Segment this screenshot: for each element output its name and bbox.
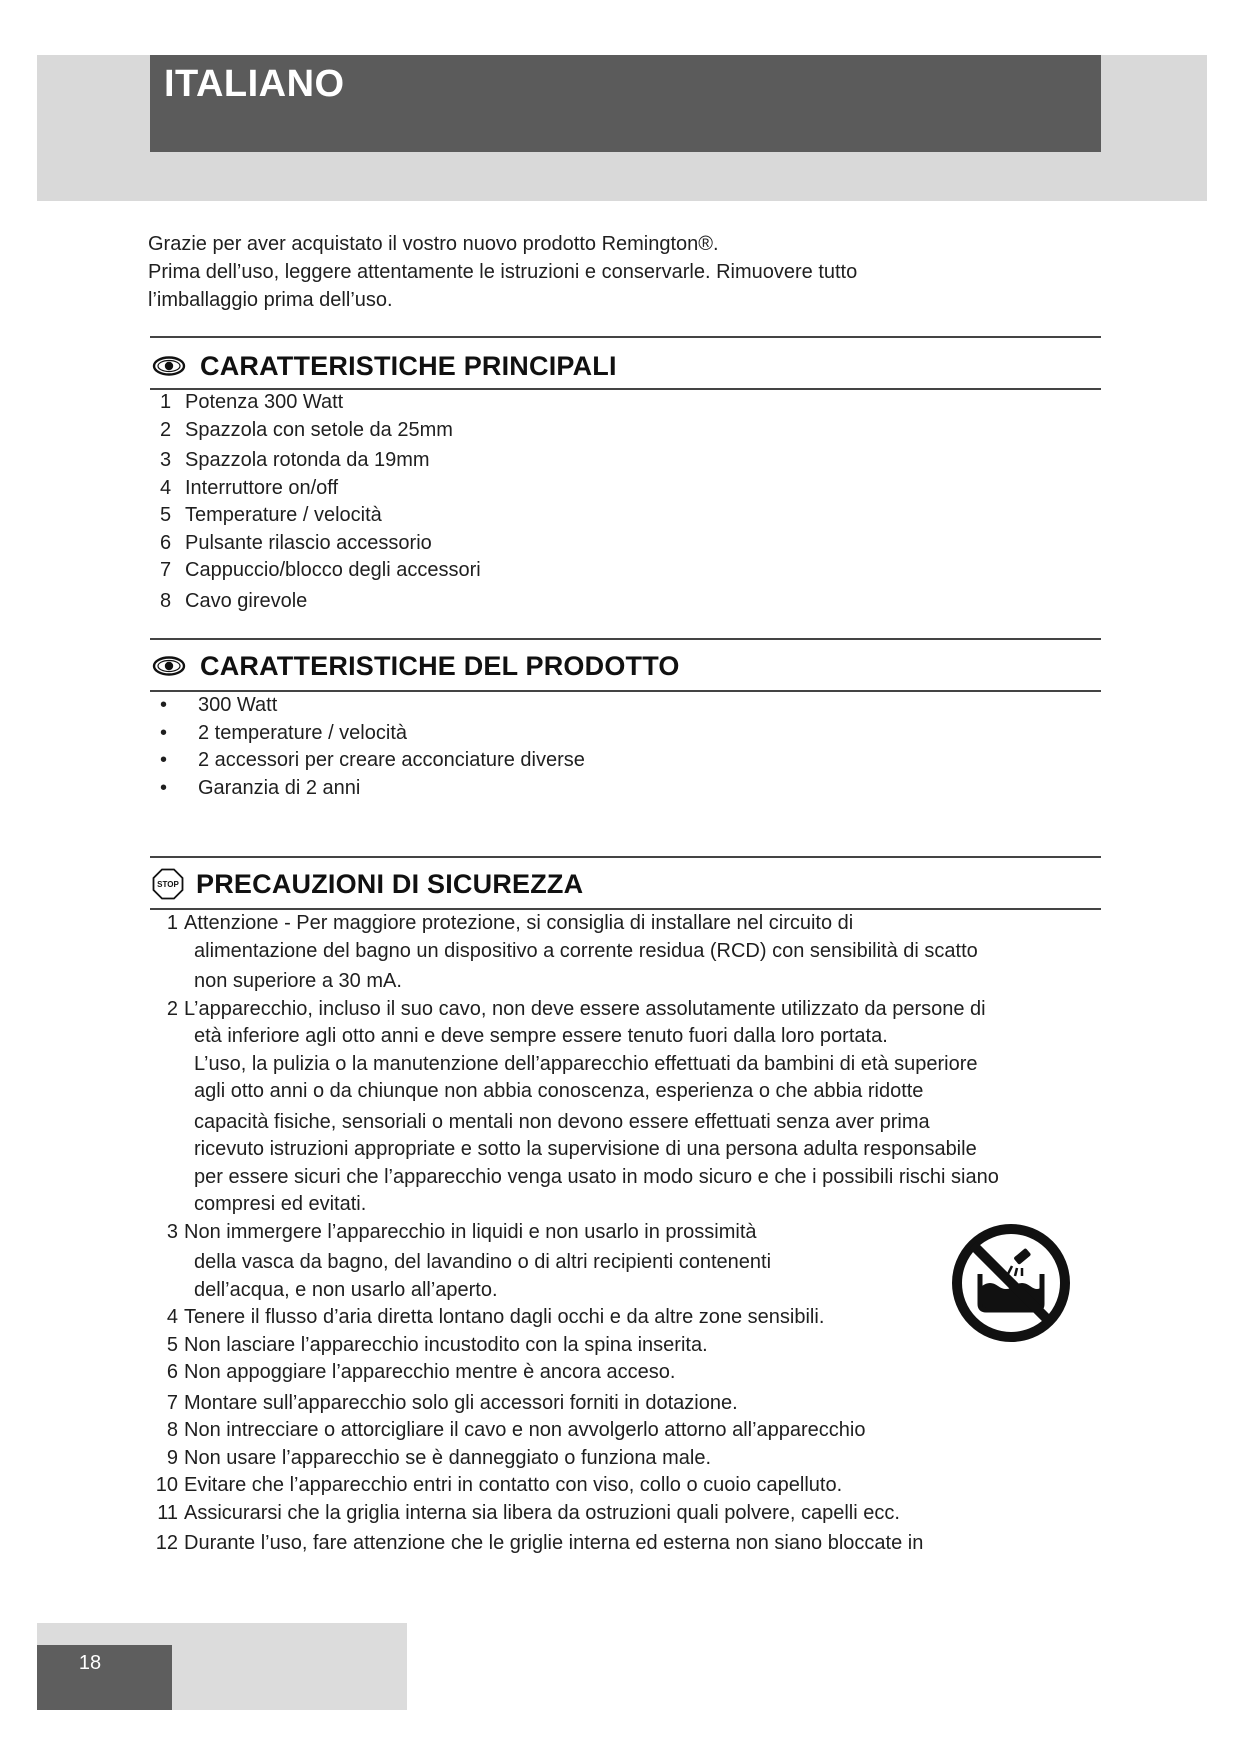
no-water-immersion-icon: [950, 1222, 1072, 1344]
item-text: Cavo girevole: [185, 589, 308, 612]
item-text: Attenzione - Per maggiore protezione, si consiglia di installare nel circuito di: [184, 912, 854, 934]
safety-heading: [150, 864, 1101, 904]
page-number: 18: [78, 1652, 102, 1674]
list-item: [148, 1500, 1108, 1528]
item-text: Garanzia di 2 anni: [198, 776, 361, 799]
item-number: 5: [166, 1333, 178, 1356]
item-number: 2: [166, 997, 178, 1020]
list-item: [148, 1219, 884, 1305]
list-item: [160, 692, 1060, 720]
item-text: Spazzola con setole da 25mm: [185, 418, 453, 441]
item-text: Tenere il flusso d’aria diretta lontano dagli occhi e da altre zone sensibili.: [184, 1306, 825, 1328]
item-number: 4: [166, 1306, 178, 1328]
list-item: [160, 475, 1120, 503]
intro-line-2: Prima dell’uso, leggere attentamente le istruzioni e conservarle. Rimuovere tutto: [148, 261, 858, 283]
item-text: 2 accessori per creare acconciature diverse: [198, 749, 585, 771]
item-text: Temperature / velocità: [185, 504, 382, 526]
eye-icon: [152, 354, 186, 378]
item-number: 5: [160, 504, 172, 526]
item-text: per essere sicuri che l’apparecchio venga usato in modo sicuro e che i possibili rischi siano: [194, 1165, 999, 1188]
bullet: •: [160, 721, 168, 744]
section-rule-top: [150, 856, 1101, 858]
product-heading: [150, 646, 1101, 686]
intro-line-1: Grazie per aver acquistato il vostro nuovo prodotto Remington®.: [148, 233, 719, 255]
item-number: 8: [166, 1419, 178, 1441]
stop-icon: [152, 868, 184, 900]
list-item: [160, 588, 1120, 616]
item-number: 11: [157, 1501, 178, 1524]
item-number: 3: [166, 1220, 178, 1243]
item-number: 9: [166, 1446, 178, 1469]
features-heading: [150, 346, 1101, 386]
item-text: L’apparecchio, incluso il suo cavo, non deve essere assolutamente utilizzato da persone di: [184, 997, 986, 1020]
item-text: Assicurarsi che la griglia interna sia libera da ostruzioni quali polvere, capelli ecc.: [184, 1501, 900, 1524]
safety-title: PRECAUZIONI DI SICUREZZA: [196, 868, 584, 899]
list-item: [160, 747, 1060, 775]
product-list: [160, 692, 1060, 802]
item-text: Non appoggiare l’apparecchio mentre è ancora acceso.: [184, 1361, 676, 1383]
item-number: 10: [155, 1474, 178, 1496]
bullet: •: [160, 694, 168, 716]
product-title: CARATTERISTICHE DEL PRODOTTO: [200, 650, 680, 681]
page-title: ITALIANO: [164, 63, 345, 105]
item-text: capacità fisiche, sensoriali o mentali non devono essere effettuati senza aver prima: [194, 1110, 930, 1133]
item-text: compresi ed evitati.: [194, 1193, 367, 1215]
section-rule-top: [150, 638, 1101, 640]
item-text: Spazzola rotonda da 19mm: [185, 449, 430, 471]
item-number: 1: [166, 912, 178, 934]
list-item: [160, 417, 1120, 445]
item-text: agli otto anni o da chiunque non abbia conoscenza, esperienza o che abbia ridotte: [194, 1080, 924, 1102]
bullet: •: [160, 749, 168, 771]
item-text: Pulsante rilascio accessorio: [185, 531, 432, 554]
item-text: Non intrecciare o attorcigliare il cavo e non avvolgerlo attorno all’apparecchio: [184, 1419, 866, 1441]
list-item: [160, 389, 1120, 417]
item-text: Interruttore on/off: [185, 476, 339, 499]
list-item: [148, 1445, 1108, 1473]
eye-icon: [152, 654, 186, 678]
item-number: 6: [160, 531, 172, 554]
stop-icon-text: STOP: [157, 880, 179, 889]
list-item: [160, 447, 1120, 475]
item-number: 4: [160, 476, 172, 499]
list-item: [160, 502, 1120, 530]
item-text: Non lasciare l’apparecchio incustodito con la spina inserita.: [184, 1333, 708, 1356]
section-rule-top: [150, 336, 1101, 338]
features-list: [160, 389, 1120, 615]
bullet: •: [160, 776, 168, 799]
list-item: [148, 1417, 1108, 1445]
item-text: Potenza 300 Watt: [185, 391, 344, 413]
list-item: [160, 720, 1060, 748]
list-item: [148, 910, 1108, 996]
features-title: CARATTERISTICHE PRINCIPALI: [200, 350, 617, 381]
item-text: non superiore a 30 mA.: [194, 970, 402, 992]
item-text: Durante l’uso, fare attenzione che le griglie interna ed esterna non siano bloccate in: [184, 1532, 924, 1554]
item-text: Non immergere l’apparecchio in liquidi e non usarlo in prossimità: [184, 1220, 757, 1243]
item-text: dell’acqua, e non usarlo all’aperto.: [194, 1278, 498, 1301]
intro-line-3: l’imballaggio prima dell’uso.: [148, 289, 393, 311]
item-text: età inferiore agli otto anni e deve sempre essere tenuto fuori dalla loro portata.: [194, 1025, 888, 1047]
item-text: Montare sull’apparecchio solo gli accessori forniti in dotazione.: [184, 1391, 738, 1414]
item-text: ricevuto istruzioni appropriate e sotto la supervisione di una persona adulta responsabile: [194, 1138, 977, 1160]
item-number: 7: [166, 1391, 178, 1414]
item-number: 2: [160, 418, 172, 441]
item-number: 7: [160, 559, 172, 581]
list-item: [148, 1390, 1108, 1418]
list-item: [148, 996, 1108, 1219]
item-text: 300 Watt: [198, 694, 278, 716]
item-text: Non usare l’apparecchio se è danneggiato o funziona male.: [184, 1446, 712, 1469]
item-text: della vasca da bagno, del lavandino o di altri recipienti contenenti: [194, 1251, 772, 1273]
item-number: 8: [160, 589, 172, 612]
item-number: 3: [160, 449, 172, 471]
item-number: 12: [155, 1532, 178, 1554]
item-number: 6: [166, 1361, 178, 1383]
item-text: L’uso, la pulizia o la manutenzione dell’apparecchio effettuati da bambini di età superiore: [194, 1052, 978, 1075]
item-text: 2 temperature / velocità: [198, 721, 407, 744]
list-item: [160, 557, 1120, 585]
list-item: [148, 1530, 1108, 1558]
header-box: [150, 55, 1101, 152]
item-number: 1: [160, 391, 172, 413]
item-text: Cappuccio/blocco degli accessori: [185, 559, 481, 581]
list-item: [148, 1359, 1108, 1387]
item-text: alimentazione del bagno un dispositivo a corrente residua (RCD) con sensibilità di scatto: [194, 939, 978, 962]
intro-text: [148, 230, 1108, 314]
list-item: [160, 775, 1060, 803]
list-item: [160, 530, 1120, 558]
item-text: Evitare che l’apparecchio entri in contatto con viso, collo o cuoio capelluto.: [184, 1474, 843, 1496]
list-item: [148, 1472, 1108, 1500]
